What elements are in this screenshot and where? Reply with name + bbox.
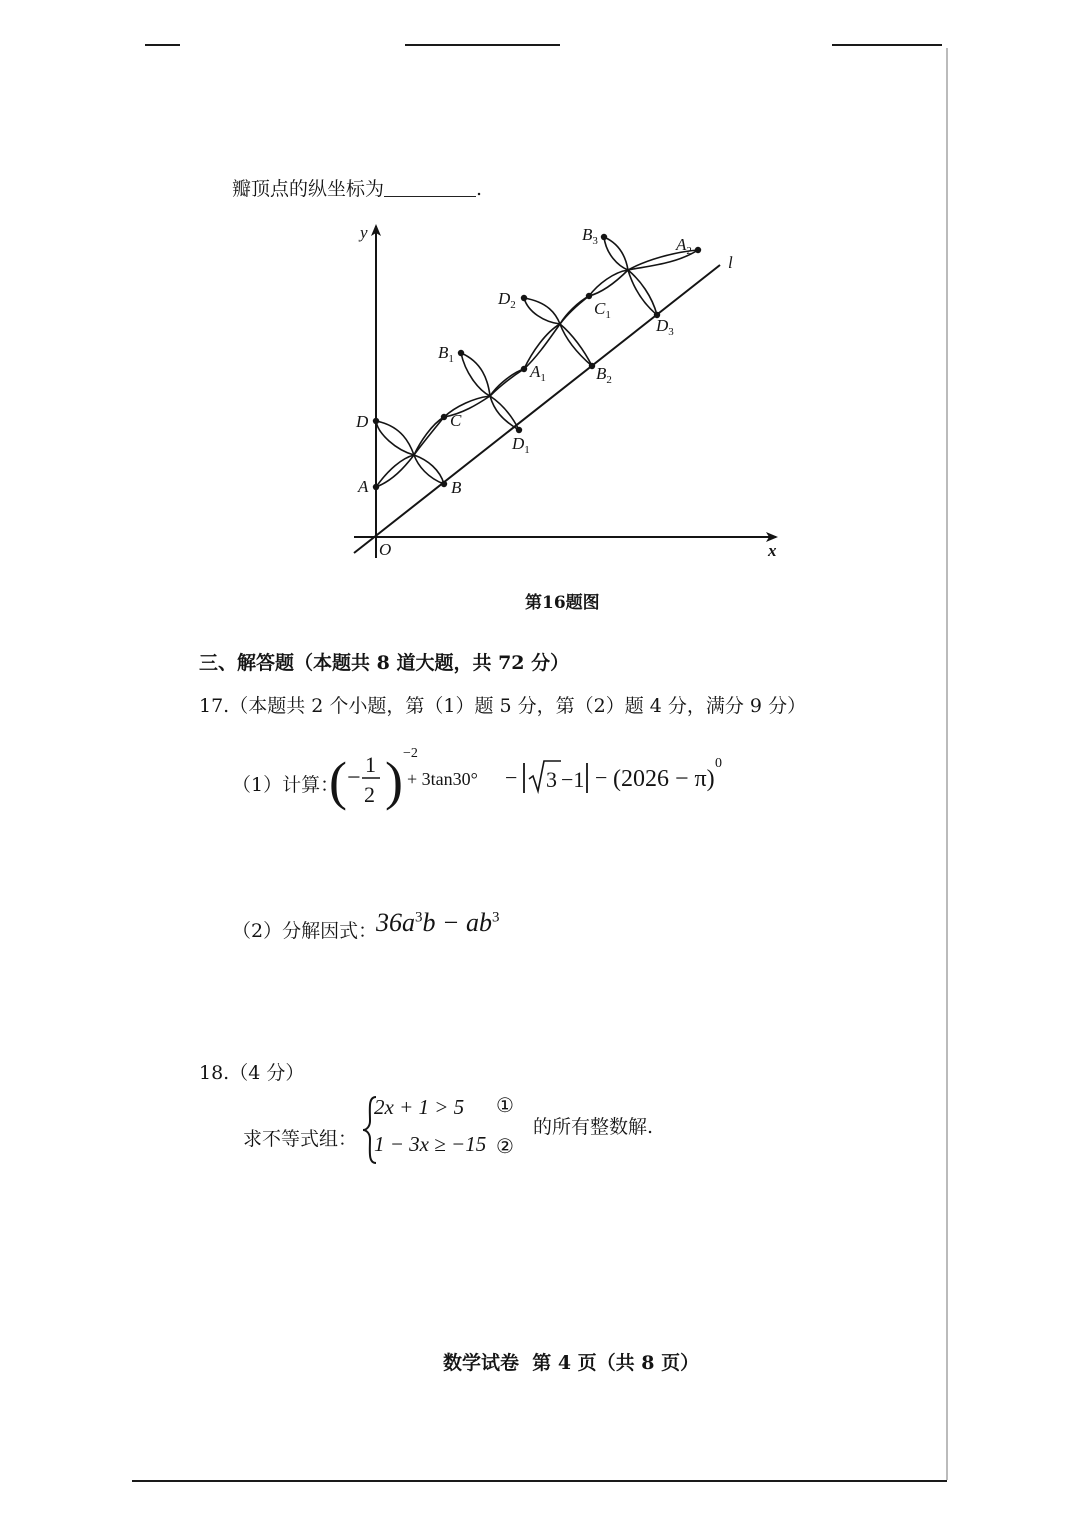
sub: 2 [510, 299, 516, 311]
q18-header: 18.（4 分） [199, 1062, 305, 1084]
q18-mark2: ② [496, 1136, 514, 1158]
petal [376, 421, 414, 455]
sub: 3 [668, 326, 674, 338]
petal [560, 324, 592, 366]
petal [414, 417, 444, 455]
sub: 1 [524, 444, 530, 456]
label-A1: $A_1$ [530, 362, 546, 384]
line-l [354, 265, 720, 553]
figure-labels [355, 223, 777, 560]
label-x: x [768, 541, 777, 560]
sub: 2 [686, 245, 692, 257]
expr-term1: 36a [376, 908, 415, 937]
q17-part2-label: （2）分解因式： [232, 920, 378, 942]
neg-sign: − [347, 765, 361, 791]
petal [560, 296, 589, 324]
q18-mark1: ① [496, 1095, 514, 1117]
label-B3: $B_3$ [582, 225, 598, 247]
petal [461, 353, 490, 396]
label-D: D [356, 412, 369, 431]
label-O: O [379, 540, 392, 559]
sub: 2 [606, 374, 612, 386]
petal [604, 237, 628, 270]
frac-den: 2 [364, 782, 375, 807]
petal [376, 421, 414, 455]
label-C1: $C_1$ [594, 299, 611, 321]
petal [414, 455, 444, 484]
point-B3 [601, 234, 607, 240]
petal [490, 369, 524, 396]
point-B2 [589, 363, 595, 369]
sub: 1 [540, 372, 546, 384]
point-A2 [695, 247, 701, 253]
point-B [441, 481, 447, 487]
intro-period: . [476, 178, 483, 200]
label-C: C [450, 411, 462, 430]
q17-header: 17.（本题共 2 个小题，第（1）题 5 分，第（2）题 4 分，满分 9 分） [199, 695, 807, 717]
petal [560, 324, 592, 366]
q17-part1-formula [325, 745, 745, 815]
label-B1: $B_1$ [438, 343, 454, 365]
label-D1: $D_1$ [512, 434, 530, 456]
exponent-neg2: −2 [403, 746, 418, 761]
minus-a: − [505, 765, 518, 790]
intro-text: 瓣顶点的纵坐标为 [232, 178, 385, 200]
label-B: B [451, 478, 462, 497]
petal [628, 270, 657, 315]
point-A1 [521, 366, 527, 372]
petal [461, 353, 490, 396]
expr-term2: b − ab [422, 908, 493, 937]
paren-expr: (2026 − π) [613, 766, 715, 792]
petal [490, 396, 519, 430]
point-A [373, 484, 379, 490]
petal [524, 298, 560, 324]
paren-left: ( [329, 751, 347, 811]
point-D [373, 418, 379, 424]
petal [490, 396, 519, 430]
q17-part2-expr [376, 908, 500, 938]
label-B2: $B_2$ [596, 364, 612, 386]
point-C [441, 414, 447, 420]
q18-ineq1: 2x + 1 > 5 [374, 1095, 465, 1119]
label-D3: $D_3$ [656, 316, 674, 338]
tan-term: + 3tan30° [407, 769, 478, 789]
petal [628, 270, 657, 315]
exponent-0: 0 [715, 756, 722, 771]
petal [414, 455, 444, 484]
label-y: y [360, 223, 368, 242]
point-C1 [586, 293, 592, 299]
section3-title: 三、解答题（本题共 8 道大题，共 72 分） [199, 652, 570, 674]
minus-one: −1 [561, 767, 585, 792]
sqrt-3: 3 [546, 767, 557, 792]
petal [589, 270, 628, 296]
petal [524, 298, 560, 324]
petal [376, 455, 414, 487]
petal [376, 455, 414, 487]
sub: 1 [605, 309, 611, 321]
point-D1 [516, 427, 522, 433]
q18-lead: 求不等式组： [243, 1128, 358, 1150]
petal [589, 270, 628, 296]
frac-num: 1 [365, 752, 376, 777]
expr-exp2: 3 [492, 909, 500, 926]
expr-exp1: 3 [415, 909, 423, 926]
paren-right: ) [385, 751, 403, 811]
sub: 3 [592, 235, 598, 247]
q18-tail: 的所有整数解. [533, 1116, 654, 1138]
point-B1 [458, 350, 464, 356]
figure-caption: 第16题图 [525, 593, 600, 613]
sub: 1 [448, 353, 454, 365]
label-l: l [728, 253, 733, 272]
q18-ineq2: 1 − 3x ≥ −15 [374, 1132, 487, 1156]
petal [604, 237, 628, 270]
axes [354, 226, 776, 558]
page-footer: 数学试卷 第 4 页（共 8 页） [443, 1352, 700, 1374]
point-D2 [521, 295, 527, 301]
label-A2: $A_2$ [676, 235, 692, 257]
label-D2: $D_2$ [498, 289, 516, 311]
minus-b: − [595, 765, 608, 790]
label-A: A [358, 477, 369, 496]
q17-part1-label: （1）计算： [232, 774, 340, 796]
